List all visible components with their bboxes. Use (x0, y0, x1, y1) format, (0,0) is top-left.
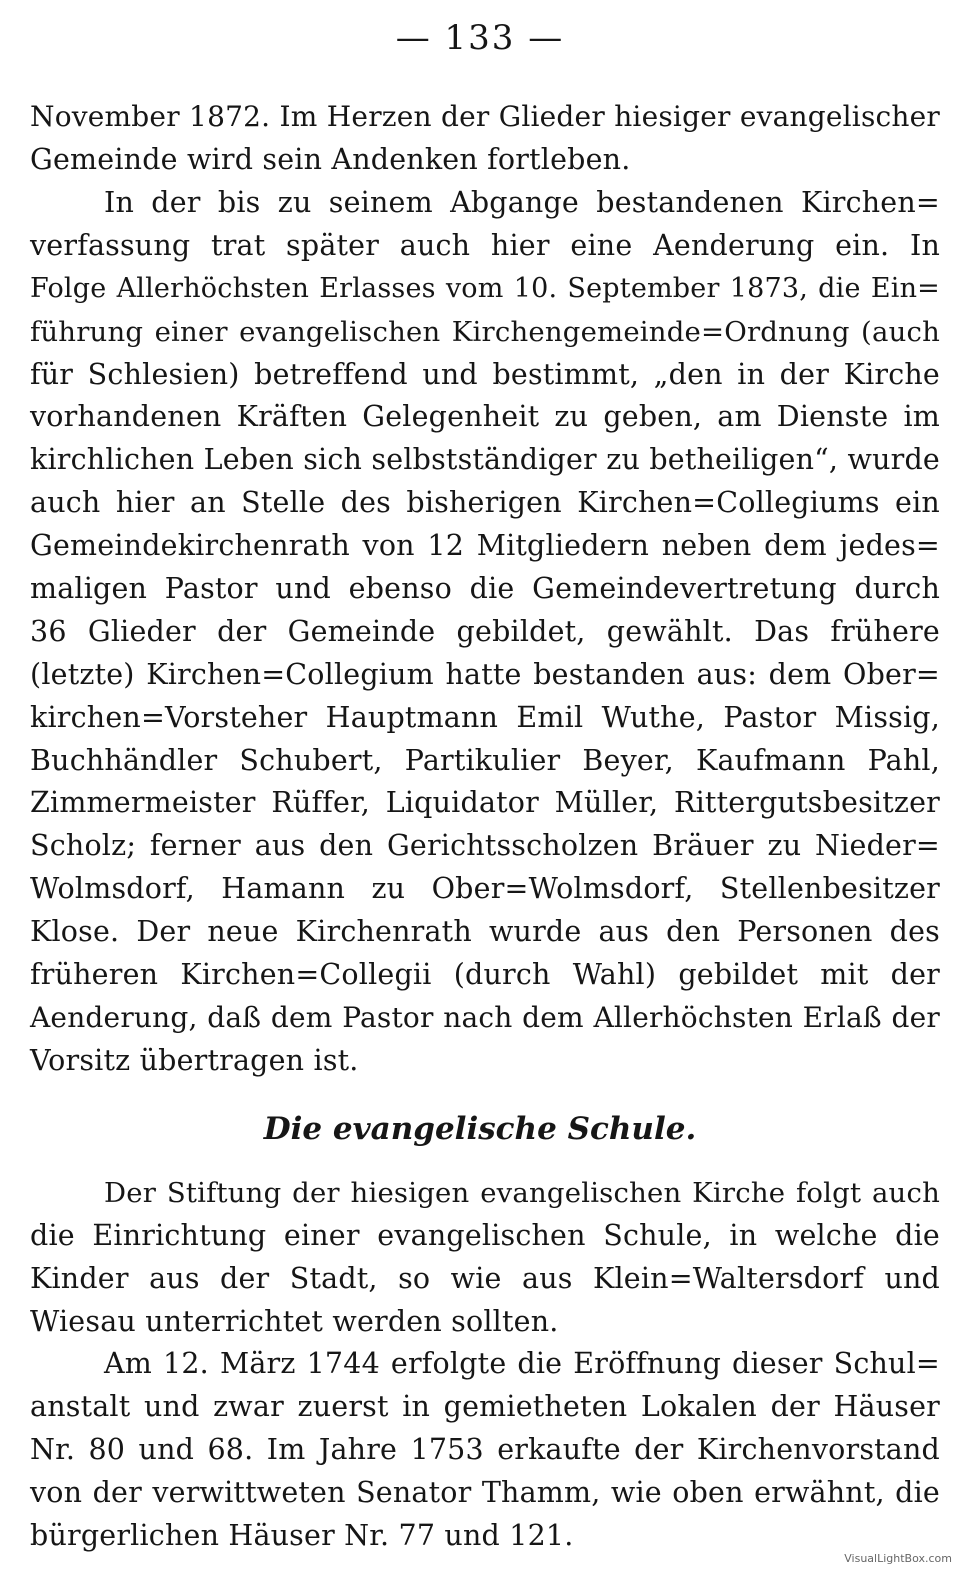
text-line: Aenderung, daß dem Pastor nach dem Allerhöchsten Erlaß der (30, 1000, 940, 1034)
text-line: auch hier an Stelle des bisherigen Kirchen=Collegiums ein (30, 486, 940, 520)
text-line: Scholz; ferner aus den Gerichtsscholzen Bräuer zu Nieder= (30, 829, 940, 863)
text-line: 36 Glieder der Gemeinde gebildet, gewählt. Das frühere (30, 614, 940, 648)
text-line: Wolmsdorf, Hamann zu Ober=Wolmsdorf, Stellenbesitzer (30, 872, 940, 906)
text-line: Zimmermeister Rüffer, Liquidator Müller, Rittergutsbesitzer (30, 786, 940, 820)
watermark: VisualLightBox.com (844, 1552, 952, 1565)
text-line: Vorsitz übertragen ist. (30, 1043, 359, 1077)
text-line: maligen Pastor und ebenso die Gemeindevertretung durch (30, 572, 940, 606)
text-line: Gemeindekirchenrath von 12 Mitgliedern neben dem jedes= (30, 529, 940, 563)
text-line: Gemeinde wird sein Andenken fortleben. (30, 142, 631, 176)
text-line: (letzte) Kirchen=Collegium hatte bestanden aus: dem Ober= (30, 657, 940, 691)
text-line: Nr. 80 und 68. Im Jahre 1753 erkaufte der Kirchenvorstand (30, 1432, 940, 1466)
text-line: vorhandenen Kräften Gelegenheit zu geben, am Dienste im (30, 400, 940, 434)
text-line: von der verwittweten Senator Thamm, wie oben erwähnt, die (30, 1475, 940, 1509)
section-heading: Die evangelische Schule. (263, 1111, 697, 1147)
text-line: die Einrichtung einer evangelischen Schule, in welche die (30, 1218, 940, 1252)
page-number: — 133 — (395, 18, 565, 58)
text-line: kirchlichen Leben sich selbstständiger zu betheiligen“, wurde (30, 443, 940, 477)
text-line: anstalt und zwar zuerst in gemietheten Lokalen der Häuser (30, 1389, 940, 1423)
text-line: führung einer evangelischen Kirchengemeinde=Ordnung (auch (30, 315, 940, 348)
text-line: kirchen=Vorsteher Hauptmann Emil Wuthe, Pastor Missig, (30, 700, 940, 734)
paragraph-1 (30, 96, 940, 182)
text-line: Kinder aus der Stadt, so wie aus Klein=Waltersdorf und (30, 1261, 940, 1295)
text-line: Wiesau unterrichtet werden sollten. (30, 1304, 559, 1338)
text-line: verfassung trat später auch hier eine Aenderung ein. In (30, 228, 940, 262)
text-line: bürgerlichen Häuser Nr. 77 und 121. (30, 1518, 574, 1552)
paragraph-3 (30, 1172, 940, 1344)
text-line: früheren Kirchen=Collegii (durch Wahl) gebildet mit der (30, 958, 940, 992)
text-line: für Schlesien) betreffend und bestimmt, „den in der Kirche (30, 357, 940, 391)
text-line: Klose. Der neue Kirchenrath wurde aus den Personen des (30, 915, 940, 949)
text-line: November 1872. Im Herzen der Glieder hiesiger evangelischer (30, 100, 940, 133)
text-line: Folge Allerhöchsten Erlasses vom 10. September 1873, die Ein= (30, 272, 940, 304)
text-line: Am 12. März 1744 erfolgte die Eröffnung dieser Schul= (104, 1347, 940, 1380)
text-line: In der bis zu seinem Abgange bestandenen Kirchen= (104, 186, 940, 219)
text-line: Buchhändler Schubert, Partikulier Beyer, Kaufmann Pahl, (30, 743, 940, 777)
paragraph-4 (30, 1343, 940, 1557)
text-line: Der Stiftung der hiesigen evangelischen Kirche folgt auch (104, 1177, 940, 1209)
paragraph-2 (30, 182, 940, 1083)
